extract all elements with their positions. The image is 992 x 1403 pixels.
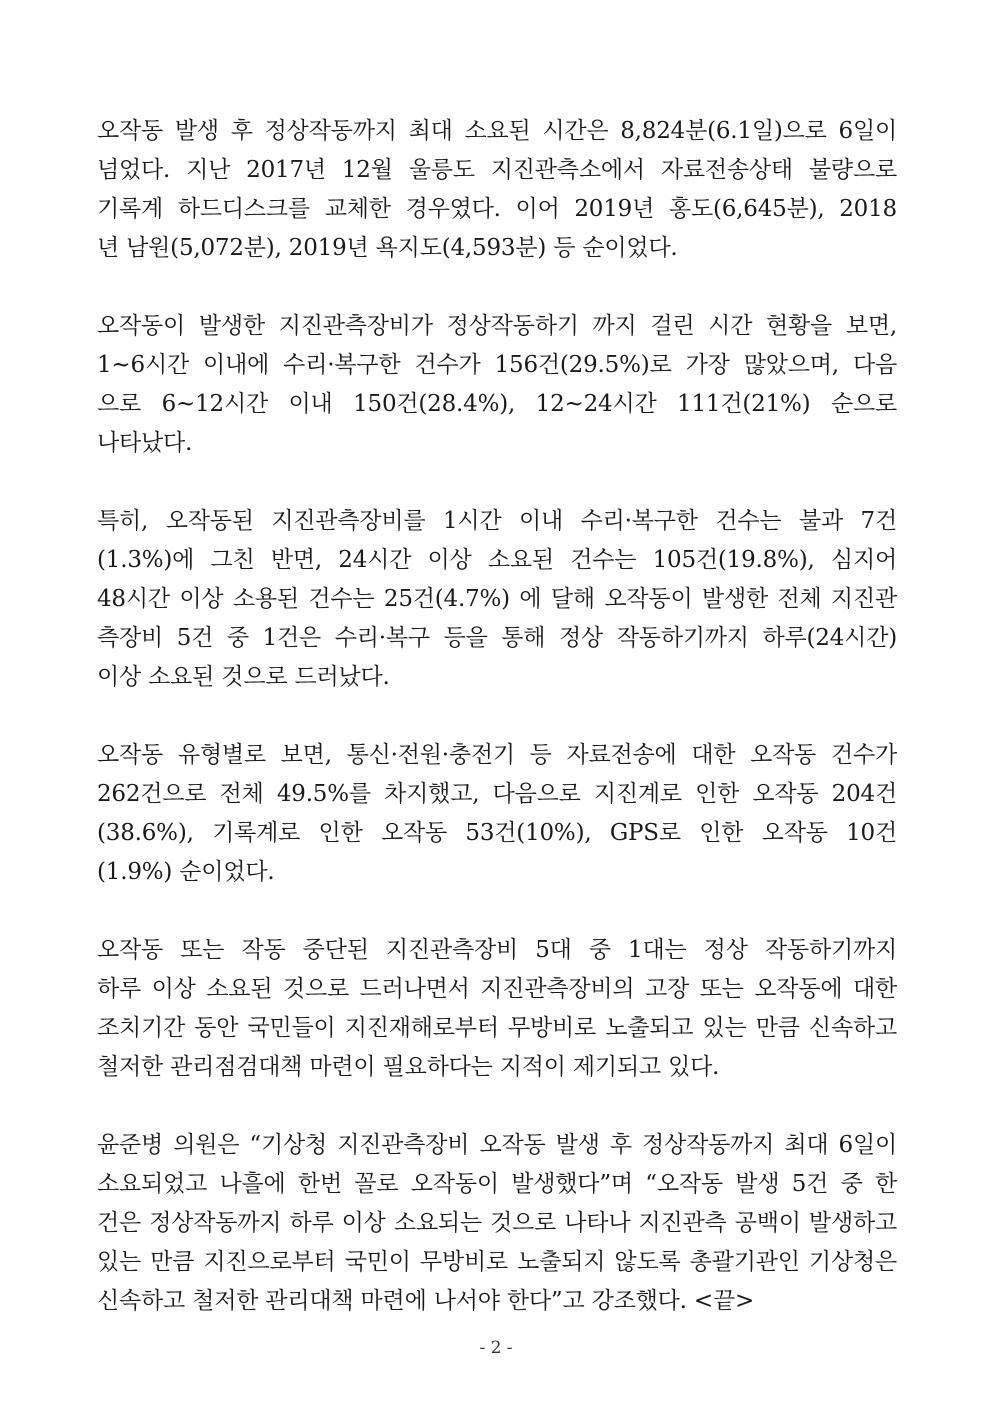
text-line: 오작동 유형별로 보면, 통신·전원·충전기 등 자료전송에 대한 오작동 건수가: [97, 742, 897, 768]
text-line: 측장비 5건 중 1건은 수리·복구 등을 통해 정상 작동하기까지 하루(24시간): [97, 625, 897, 651]
text-line: 윤준병 의원은 “기상청 지진관측장비 오작동 발생 후 정상작동까지 최대 6일이: [97, 1132, 897, 1158]
text-line: 으로 6~12시간 이내 150건(28.4%), 12~24시간 111건(21%) 순으로: [97, 391, 897, 417]
text-line: 철저한 관리점검대책 마련이 필요하다는 지적이 제기되고 있다.: [97, 1054, 720, 1080]
text-line: 1~6시간 이내에 수리·복구한 건수가 156건(29.5%)로 가장 많았으며, 다음: [97, 352, 897, 378]
text-line: (1.9%) 순이었다.: [97, 859, 275, 885]
text-line: 넘었다. 지난 2017년 12월 울릉도 지진관측소에서 자료전송상태 불량으로: [97, 157, 897, 183]
text-line: 년 남원(5,072분), 2019년 욕지도(4,593분) 등 순이었다.: [97, 235, 678, 261]
paragraph-long-repairs: [97, 502, 897, 697]
text-line: 기록계 하드디스크를 교체한 경우였다. 이어 2019년 홍도(6,645분), 2018: [97, 196, 897, 222]
paragraph-lawmaker-quote: [97, 1126, 897, 1321]
text-line: 오작동이 발생한 지진관측장비가 정상작동하기 까지 걸린 시간 현황을 보면,: [97, 313, 897, 339]
paragraph-repair-duration: [97, 307, 897, 463]
text-line: 이상 소요된 것으로 드러났다.: [97, 664, 390, 690]
text-line: 건은 정상작동까지 하루 이상 소요되는 것으로 나타나 지진관측 공백이 발생하고: [97, 1210, 897, 1236]
text-line: 오작동 또는 작동 중단된 지진관측장비 5대 중 1대는 정상 작동하기까지: [97, 937, 897, 963]
paragraph-max-repair-time: [97, 112, 897, 268]
paragraph-management-need: [97, 931, 897, 1087]
text-line: 조치기간 동안 국민들이 지진재해로부터 무방비로 노출되고 있는 만큼 신속하고: [97, 1015, 897, 1041]
text-line: 소요되었고 나흘에 한번 꼴로 오작동이 발생했다”며 “오작동 발생 5건 중 한: [97, 1171, 897, 1197]
page-number: - 2 -: [479, 1338, 513, 1358]
text-line: 신속하고 철저한 관리대책 마련에 나서야 한다”고 강조했다. <끝>: [97, 1288, 755, 1314]
paragraph-malfunction-types: [97, 736, 897, 892]
text-line: 48시간 이상 소용된 건수는 25건(4.7%) 에 달해 오작동이 발생한 전체 지진관: [97, 586, 897, 612]
text-line: 있는 만큼 지진으로부터 국민이 무방비로 노출되지 않도록 총괄기관인 기상청은: [97, 1249, 897, 1275]
text-line: 나타났다.: [97, 430, 193, 456]
text-line: 하루 이상 소요된 것으로 드러나면서 지진관측장비의 고장 또는 오작동에 대한: [97, 976, 897, 1002]
text-line: (1.3%)에 그친 반면, 24시간 이상 소요된 건수는 105건(19.8%), 심지어: [97, 547, 897, 573]
body-text: [97, 112, 897, 1360]
text-line: 특히, 오작동된 지진관측장비를 1시간 이내 수리·복구한 건수는 불과 7건: [97, 508, 897, 534]
text-line: (38.6%), 기록계로 인한 오작동 53건(10%), GPS로 인한 오작동 10건: [97, 820, 897, 846]
text-line: 오작동 발생 후 정상작동까지 최대 소요된 시간은 8,824분(6.1일)으로 6일이: [97, 118, 897, 144]
text-line: 262건으로 전체 49.5%를 차지했고, 다음으로 지진계로 인한 오작동 204건: [97, 781, 897, 807]
